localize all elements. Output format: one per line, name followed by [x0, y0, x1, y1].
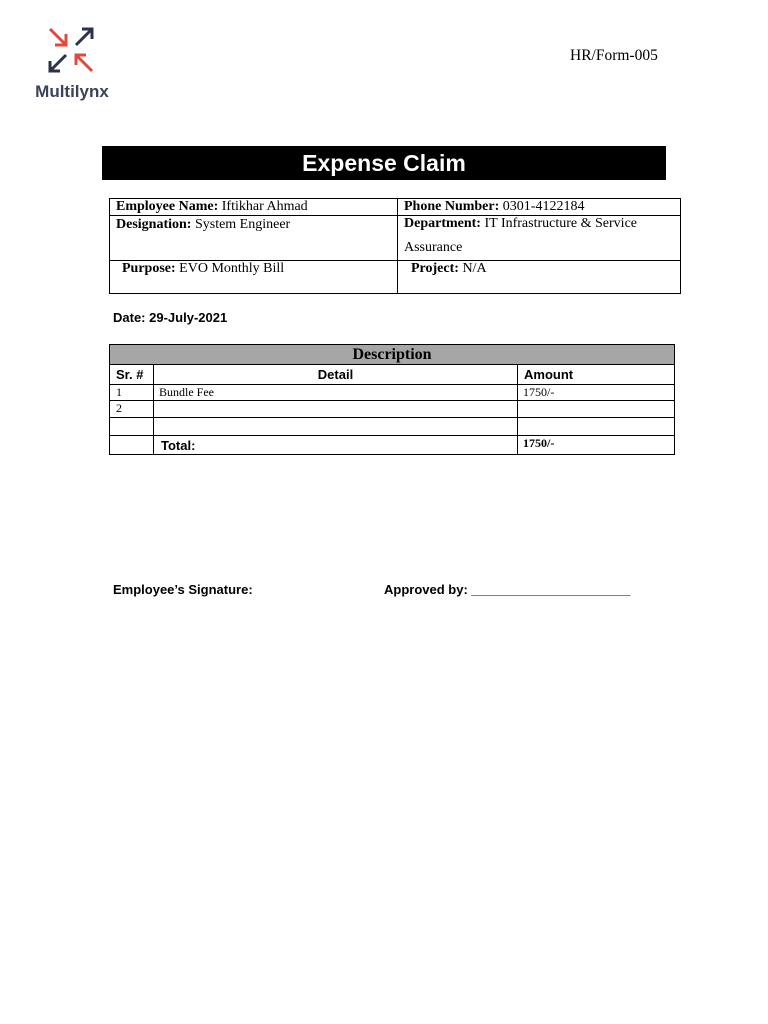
date-value: 29-July-2021	[149, 310, 228, 325]
row-amount-cell	[518, 401, 675, 418]
table-heading: Description	[110, 345, 675, 365]
employee-signature-label: Employee’s Signature:	[113, 582, 253, 597]
table-heading-row	[110, 345, 675, 365]
row-amount-cell	[518, 418, 675, 436]
title-bar	[102, 146, 666, 180]
company-name: Multilynx	[35, 82, 109, 101]
department-label: Department:	[404, 216, 481, 231]
row-detail-cell	[154, 401, 518, 418]
designation-cell	[110, 216, 398, 261]
column-header-amount: Amount	[518, 365, 675, 385]
department-text	[404, 212, 674, 260]
purpose-value: EVO Monthly Bill	[179, 261, 285, 276]
row-sr-cell: 1	[110, 385, 154, 401]
department-value: IT Infrastructure & Service Assurance	[404, 216, 637, 255]
column-header-detail: Detail	[154, 365, 518, 385]
logo-arrow-bottom-right	[76, 55, 92, 71]
row-amount-cell: 1750/-	[518, 385, 675, 401]
employee-name-cell	[110, 199, 398, 216]
project-value: N/A	[462, 261, 487, 276]
purpose-label: Purpose:	[122, 261, 176, 276]
column-header-row	[110, 365, 675, 385]
designation-label: Designation:	[116, 217, 192, 232]
phone-number-label: Phone Number:	[404, 199, 500, 214]
approved-by-label: Approved by:	[384, 582, 468, 597]
approved-by-field	[384, 582, 630, 598]
expense-table	[109, 344, 675, 455]
logo-arrow-top-left	[50, 29, 66, 45]
date-label: Date:	[113, 310, 146, 325]
form-code: HR/Form-005	[570, 47, 658, 64]
row-detail-cell: Bundle Fee	[154, 385, 518, 401]
logo-arrow-bottom-left	[50, 55, 66, 71]
employee-name-value: Iftikhar Ahmad	[221, 199, 308, 214]
total-row	[110, 436, 675, 455]
phone-number-value: 0301-4122184	[502, 199, 585, 214]
approved-by-line: ______________________	[471, 582, 631, 597]
claim-date	[113, 310, 227, 326]
total-sr-cell	[110, 436, 154, 455]
employee-info-table	[109, 198, 681, 294]
multilynx-logo-icon	[47, 26, 95, 74]
table-row	[110, 385, 675, 401]
total-amount: 1750/-	[518, 436, 675, 455]
logo-arrow-top-right	[76, 29, 92, 45]
info-row	[110, 216, 681, 261]
project-cell	[398, 261, 681, 294]
column-header-sr: Sr. #	[110, 365, 154, 385]
designation-value: System Engineer	[194, 217, 291, 232]
row-sr-cell: 2	[110, 401, 154, 418]
table-row	[110, 401, 675, 418]
total-label: Total:	[154, 436, 518, 455]
page-title: Expense Claim	[302, 150, 466, 176]
row-sr-cell	[110, 418, 154, 436]
purpose-cell	[110, 261, 398, 294]
row-detail-cell	[154, 418, 518, 436]
project-label: Project:	[411, 261, 459, 276]
department-cell	[398, 216, 681, 261]
info-row	[110, 261, 681, 294]
table-row	[110, 418, 675, 436]
employee-name-label: Employee Name:	[116, 199, 219, 214]
